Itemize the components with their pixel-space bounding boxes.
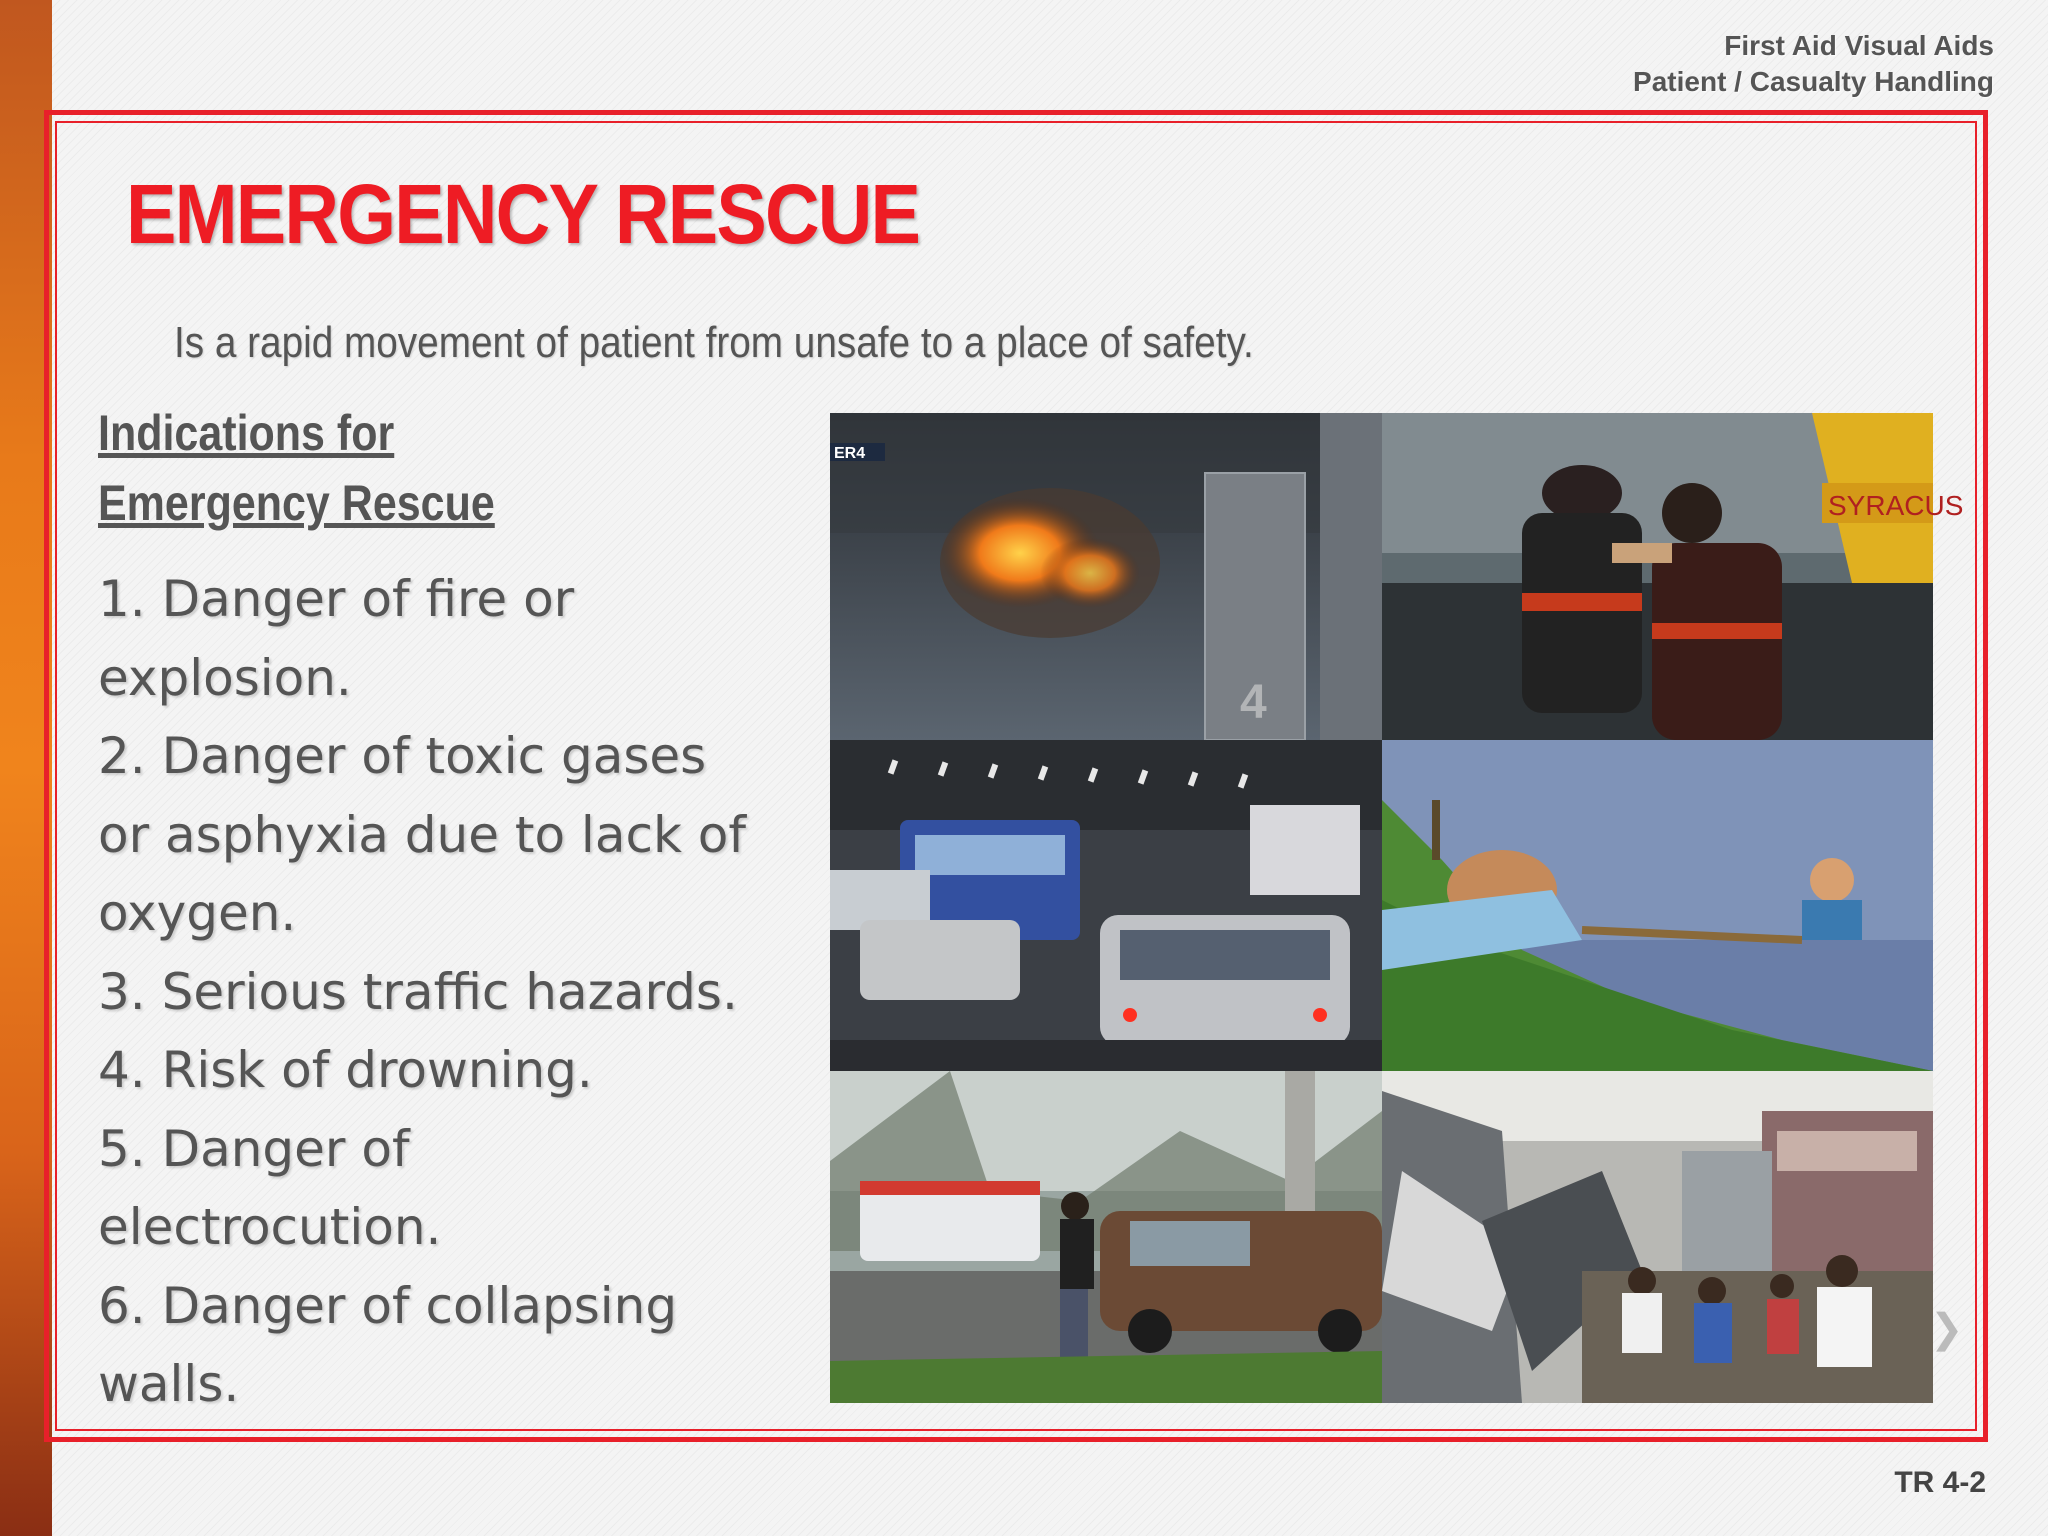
header-title: First Aid Visual Aids [1724,30,1994,61]
slide-code: TR 4-2 [1894,1466,1986,1499]
list-item: oxygen. [98,884,297,942]
bus-sign-text: SYRACUS [1828,490,1964,521]
list-item: 4. Risk of drowning. [98,1041,593,1099]
svg-text:4: 4 [1240,676,1267,729]
indications-heading [98,398,528,538]
photo-car-accident [830,1071,1382,1403]
list-item: electrocution. [98,1198,442,1256]
photo-firefighters [1382,413,1964,740]
photo-tunnel-traffic [830,740,1382,1071]
header [1633,28,1994,100]
list-item: 1. Danger of fire or [98,570,575,628]
next-slide-chevron-icon[interactable]: ❯ [1930,1307,1964,1351]
tv-station-logo: ER4 [834,445,866,462]
indications-heading-line1: Indications for [98,405,395,461]
header-subtitle: Patient / Casualty Handling [1633,66,1994,97]
indications-list [98,560,818,1424]
list-item: or asphyxia due to lack of [98,805,746,864]
photo-building-fire [830,413,1382,740]
photo-collage [830,413,1964,1403]
list-item: 2. Danger of toxic gases [98,727,707,785]
slide-title: EMERGENCY RESCUE [126,167,920,261]
list-item: walls. [98,1355,240,1413]
list-item: explosion. [98,648,352,707]
list-item: 5. Danger of [98,1119,410,1178]
photo-collapsed-buildings [1382,1071,1933,1403]
indications-heading-line2: Emergency Rescue [98,475,495,531]
definition-text: Is a rapid movement of patient from unsafe to a place of safety. [174,318,1254,367]
photo-water-rescue [1382,740,1933,1071]
list-item: 3. Serious traffic hazards. [98,962,738,1021]
list-item: 6. Danger of collapsing [98,1276,678,1335]
